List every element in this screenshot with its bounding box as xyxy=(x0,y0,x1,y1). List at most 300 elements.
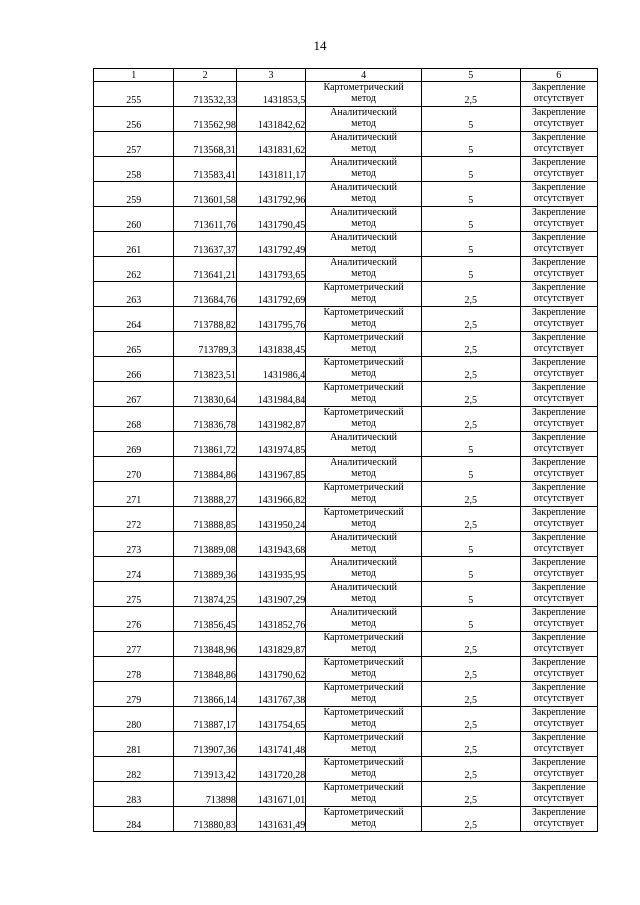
point-number-cell: 282 xyxy=(94,757,174,782)
fixing-text-line: отсутствует xyxy=(533,643,584,654)
fixing-text-line: Закрепление xyxy=(531,557,586,568)
point-number-cell: 268 xyxy=(94,407,174,432)
fixing-text-line: Закрепление xyxy=(531,182,586,193)
accuracy-cell: 5 xyxy=(421,207,520,232)
method-text-line: метод xyxy=(351,168,376,179)
x-coordinate-cell: 713789,3 xyxy=(174,332,236,357)
method-cell xyxy=(306,482,422,507)
y-coordinate-cell: 1431943,68 xyxy=(236,532,305,557)
method-cell xyxy=(306,82,422,107)
fixing-cell xyxy=(520,557,598,582)
x-coordinate-cell: 713848,86 xyxy=(174,657,236,682)
method-text-line: Картометрический xyxy=(323,507,404,518)
table-row xyxy=(94,732,598,757)
method-text-line: Аналитический xyxy=(330,432,398,443)
table-row xyxy=(94,682,598,707)
table-row xyxy=(94,532,598,557)
method-cell xyxy=(306,507,422,532)
fixing-text-line: отсутствует xyxy=(533,393,584,404)
fixing-text-line: отсутствует xyxy=(533,568,584,579)
y-coordinate-cell: 1431950,24 xyxy=(236,507,305,532)
fixing-text-line: Закрепление xyxy=(531,657,586,668)
accuracy-cell: 5 xyxy=(421,607,520,632)
fixing-text-line: отсутствует xyxy=(533,268,584,279)
point-number-cell: 259 xyxy=(94,182,174,207)
column-header-3: 3 xyxy=(236,69,305,82)
point-number-cell: 284 xyxy=(94,807,174,832)
x-coordinate-cell: 713856,45 xyxy=(174,607,236,632)
table-row xyxy=(94,707,598,732)
y-coordinate-cell: 1431790,62 xyxy=(236,657,305,682)
fixing-text-line: Закрепление xyxy=(531,307,586,318)
y-coordinate-cell: 1431792,69 xyxy=(236,282,305,307)
method-text-line: Картометрический xyxy=(323,357,404,368)
method-cell xyxy=(306,432,422,457)
method-text-line: Картометрический xyxy=(323,682,404,693)
fixing-cell xyxy=(520,382,598,407)
accuracy-cell: 5 xyxy=(421,132,520,157)
fixing-text-line: Закрепление xyxy=(531,382,586,393)
coordinates-table xyxy=(93,68,598,832)
accuracy-cell: 5 xyxy=(421,157,520,182)
fixing-text-line: Закрепление xyxy=(531,507,586,518)
x-coordinate-cell: 713637,37 xyxy=(174,232,236,257)
fixing-text-line: Закрепление xyxy=(531,732,586,743)
point-number-cell: 278 xyxy=(94,657,174,682)
accuracy-cell: 2,5 xyxy=(421,682,520,707)
fixing-text-line: отсутствует xyxy=(533,343,584,354)
accuracy-cell: 2,5 xyxy=(421,632,520,657)
accuracy-cell: 2,5 xyxy=(421,482,520,507)
y-coordinate-cell: 1431720,28 xyxy=(236,757,305,782)
x-coordinate-cell: 713848,96 xyxy=(174,632,236,657)
method-text-line: Аналитический xyxy=(330,157,398,168)
fixing-text-line: Закрепление xyxy=(531,332,586,343)
y-coordinate-cell: 1431741,48 xyxy=(236,732,305,757)
fixing-text-line: Закрепление xyxy=(531,357,586,368)
fixing-text-line: отсутствует xyxy=(533,543,584,554)
method-text-line: метод xyxy=(351,468,376,479)
column-header-4: 4 xyxy=(306,69,422,82)
table-row xyxy=(94,157,598,182)
fixing-text-line: Закрепление xyxy=(531,457,586,468)
fixing-text-line: отсутствует xyxy=(533,618,584,629)
fixing-text-line: отсутствует xyxy=(533,418,584,429)
fixing-cell xyxy=(520,357,598,382)
method-text-line: Картометрический xyxy=(323,807,404,818)
fixing-cell xyxy=(520,757,598,782)
fixing-text-line: отсутствует xyxy=(533,368,584,379)
point-number-cell: 256 xyxy=(94,107,174,132)
y-coordinate-cell: 1431982,87 xyxy=(236,407,305,432)
point-number-cell: 261 xyxy=(94,232,174,257)
fixing-text-line: Закрепление xyxy=(531,757,586,768)
method-cell xyxy=(306,582,422,607)
fixing-cell xyxy=(520,632,598,657)
accuracy-cell: 2,5 xyxy=(421,282,520,307)
x-coordinate-cell: 713788,82 xyxy=(174,307,236,332)
y-coordinate-cell: 1431792,49 xyxy=(236,232,305,257)
method-text-line: Картометрический xyxy=(323,757,404,768)
point-number-cell: 265 xyxy=(94,332,174,357)
method-cell xyxy=(306,632,422,657)
fixing-cell xyxy=(520,732,598,757)
point-number-cell: 269 xyxy=(94,432,174,457)
method-text-line: Картометрический xyxy=(323,307,404,318)
y-coordinate-cell: 1431790,45 xyxy=(236,207,305,232)
table-row xyxy=(94,282,598,307)
table-row xyxy=(94,182,598,207)
method-text-line: Картометрический xyxy=(323,82,404,93)
fixing-cell xyxy=(520,132,598,157)
fixing-text-line: отсутствует xyxy=(533,493,584,504)
y-coordinate-cell: 1431795,76 xyxy=(236,307,305,332)
column-header-5: 5 xyxy=(421,69,520,82)
method-text-line: метод xyxy=(351,218,376,229)
fixing-cell xyxy=(520,307,598,332)
fixing-text-line: отсутствует xyxy=(533,193,584,204)
table-body xyxy=(94,82,598,832)
point-number-cell: 267 xyxy=(94,382,174,407)
x-coordinate-cell: 713887,17 xyxy=(174,707,236,732)
method-text-line: Картометрический xyxy=(323,407,404,418)
point-number-cell: 275 xyxy=(94,582,174,607)
fixing-cell xyxy=(520,157,598,182)
fixing-cell xyxy=(520,82,598,107)
table-header xyxy=(94,69,598,82)
fixing-text-line: Закрепление xyxy=(531,782,586,793)
x-coordinate-cell: 713823,51 xyxy=(174,357,236,382)
method-text-line: метод xyxy=(351,118,376,129)
fixing-cell xyxy=(520,432,598,457)
fixing-cell xyxy=(520,532,598,557)
accuracy-cell: 2,5 xyxy=(421,307,520,332)
accuracy-cell: 5 xyxy=(421,182,520,207)
fixing-text-line: отсутствует xyxy=(533,743,584,754)
header-row xyxy=(94,69,598,82)
fixing-text-line: отсутствует xyxy=(533,693,584,704)
method-text-line: метод xyxy=(351,393,376,404)
method-cell xyxy=(306,232,422,257)
y-coordinate-cell: 1431853,5 xyxy=(236,82,305,107)
fixing-text-line: Закрепление xyxy=(531,632,586,643)
fixing-text-line: Закрепление xyxy=(531,482,586,493)
table-row xyxy=(94,232,598,257)
accuracy-cell: 2,5 xyxy=(421,757,520,782)
point-number-cell: 273 xyxy=(94,532,174,557)
y-coordinate-cell: 1431831,62 xyxy=(236,132,305,157)
x-coordinate-cell: 713874,25 xyxy=(174,582,236,607)
method-text-line: метод xyxy=(351,593,376,604)
accuracy-cell: 2,5 xyxy=(421,382,520,407)
fixing-text-line: отсутствует xyxy=(533,243,584,254)
fixing-text-line: Закрепление xyxy=(531,232,586,243)
y-coordinate-cell: 1431935,95 xyxy=(236,557,305,582)
method-text-line: Картометрический xyxy=(323,732,404,743)
accuracy-cell: 2,5 xyxy=(421,357,520,382)
method-text-line: Аналитический xyxy=(330,207,398,218)
fixing-cell xyxy=(520,182,598,207)
method-text-line: метод xyxy=(351,668,376,679)
method-cell xyxy=(306,257,422,282)
method-cell xyxy=(306,532,422,557)
y-coordinate-cell: 1431793,65 xyxy=(236,257,305,282)
fixing-text-line: Закрепление xyxy=(531,157,586,168)
table-row xyxy=(94,807,598,832)
y-coordinate-cell: 1431967,85 xyxy=(236,457,305,482)
method-cell xyxy=(306,732,422,757)
x-coordinate-cell: 713880,83 xyxy=(174,807,236,832)
accuracy-cell: 2,5 xyxy=(421,807,520,832)
x-coordinate-cell: 713898 xyxy=(174,782,236,807)
method-cell xyxy=(306,207,422,232)
fixing-text-line: Закрепление xyxy=(531,432,586,443)
accuracy-cell: 2,5 xyxy=(421,82,520,107)
point-number-cell: 263 xyxy=(94,282,174,307)
x-coordinate-cell: 713884,86 xyxy=(174,457,236,482)
method-cell xyxy=(306,607,422,632)
fixing-text-line: Закрепление xyxy=(531,707,586,718)
x-coordinate-cell: 713913,42 xyxy=(174,757,236,782)
fixing-text-line: Закрепление xyxy=(531,607,586,618)
method-text-line: метод xyxy=(351,143,376,154)
method-cell xyxy=(306,457,422,482)
y-coordinate-cell: 1431984,84 xyxy=(236,382,305,407)
method-text-line: Аналитический xyxy=(330,257,398,268)
accuracy-cell: 5 xyxy=(421,457,520,482)
method-text-line: Картометрический xyxy=(323,332,404,343)
y-coordinate-cell: 1431631,49 xyxy=(236,807,305,832)
method-text-line: Картометрический xyxy=(323,707,404,718)
table-row xyxy=(94,257,598,282)
point-number-cell: 279 xyxy=(94,682,174,707)
table-row xyxy=(94,382,598,407)
fixing-text-line: отсутствует xyxy=(533,293,584,304)
fixing-text-line: Закрепление xyxy=(531,807,586,818)
method-text-line: Аналитический xyxy=(330,457,398,468)
method-cell xyxy=(306,107,422,132)
fixing-text-line: Закрепление xyxy=(531,82,586,93)
x-coordinate-cell: 713568,31 xyxy=(174,132,236,157)
point-number-cell: 255 xyxy=(94,82,174,107)
method-text-line: Картометрический xyxy=(323,282,404,293)
method-text-line: Аналитический xyxy=(330,557,398,568)
method-text-line: Аналитический xyxy=(330,532,398,543)
fixing-text-line: отсутствует xyxy=(533,793,584,804)
method-cell xyxy=(306,807,422,832)
method-text-line: метод xyxy=(351,418,376,429)
table-row xyxy=(94,82,598,107)
method-text-line: метод xyxy=(351,93,376,104)
x-coordinate-cell: 713562,98 xyxy=(174,107,236,132)
method-cell xyxy=(306,557,422,582)
accuracy-cell: 5 xyxy=(421,257,520,282)
y-coordinate-cell: 1431842,62 xyxy=(236,107,305,132)
method-text-line: метод xyxy=(351,268,376,279)
method-text-line: метод xyxy=(351,343,376,354)
page-number: 14 xyxy=(313,38,327,53)
fixing-text-line: отсутствует xyxy=(533,318,584,329)
method-text-line: Аналитический xyxy=(330,582,398,593)
method-text-line: метод xyxy=(351,193,376,204)
column-header-6: 6 xyxy=(520,69,598,82)
method-cell xyxy=(306,382,422,407)
fixing-text-line: отсутствует xyxy=(533,468,584,479)
point-number-cell: 271 xyxy=(94,482,174,507)
fixing-cell xyxy=(520,582,598,607)
point-number-cell: 281 xyxy=(94,732,174,757)
method-text-line: метод xyxy=(351,693,376,704)
y-coordinate-cell: 1431767,38 xyxy=(236,682,305,707)
method-text-line: Картометрический xyxy=(323,657,404,668)
method-text-line: Аналитический xyxy=(330,132,398,143)
table-row xyxy=(94,482,598,507)
x-coordinate-cell: 713888,27 xyxy=(174,482,236,507)
fixing-text-line: Закрепление xyxy=(531,282,586,293)
y-coordinate-cell: 1431974,85 xyxy=(236,432,305,457)
x-coordinate-cell: 713601,58 xyxy=(174,182,236,207)
fixing-cell xyxy=(520,707,598,732)
accuracy-cell: 5 xyxy=(421,432,520,457)
point-number-cell: 258 xyxy=(94,157,174,182)
method-cell xyxy=(306,407,422,432)
fixing-cell xyxy=(520,107,598,132)
fixing-cell xyxy=(520,282,598,307)
x-coordinate-cell: 713611,76 xyxy=(174,207,236,232)
x-coordinate-cell: 713641,21 xyxy=(174,257,236,282)
method-cell xyxy=(306,757,422,782)
fixing-cell xyxy=(520,257,598,282)
y-coordinate-cell: 1431986,4 xyxy=(236,357,305,382)
table-row xyxy=(94,557,598,582)
fixing-text-line: отсутствует xyxy=(533,668,584,679)
method-cell xyxy=(306,132,422,157)
x-coordinate-cell: 713889,08 xyxy=(174,532,236,557)
x-coordinate-cell: 713684,76 xyxy=(174,282,236,307)
point-number-cell: 262 xyxy=(94,257,174,282)
accuracy-cell: 5 xyxy=(421,232,520,257)
fixing-text-line: Закрепление xyxy=(531,207,586,218)
accuracy-cell: 5 xyxy=(421,107,520,132)
x-coordinate-cell: 713830,64 xyxy=(174,382,236,407)
fixing-text-line: отсутствует xyxy=(533,718,584,729)
point-number-cell: 270 xyxy=(94,457,174,482)
method-cell xyxy=(306,707,422,732)
column-header-2: 2 xyxy=(174,69,236,82)
point-number-cell: 260 xyxy=(94,207,174,232)
fixing-text-line: Закрепление xyxy=(531,532,586,543)
method-text-line: метод xyxy=(351,743,376,754)
y-coordinate-cell: 1431811,17 xyxy=(236,157,305,182)
x-coordinate-cell: 713889,36 xyxy=(174,557,236,582)
table-row xyxy=(94,432,598,457)
fixing-cell xyxy=(520,232,598,257)
method-cell xyxy=(306,307,422,332)
y-coordinate-cell: 1431829,87 xyxy=(236,632,305,657)
accuracy-cell: 2,5 xyxy=(421,657,520,682)
accuracy-cell: 2,5 xyxy=(421,407,520,432)
table-row xyxy=(94,632,598,657)
table-row xyxy=(94,507,598,532)
x-coordinate-cell: 713532,33 xyxy=(174,82,236,107)
y-coordinate-cell: 1431838,45 xyxy=(236,332,305,357)
table-row xyxy=(94,357,598,382)
fixing-text-line: отсутствует xyxy=(533,93,584,104)
point-number-cell: 266 xyxy=(94,357,174,382)
method-text-line: метод xyxy=(351,643,376,654)
accuracy-cell: 2,5 xyxy=(421,507,520,532)
column-header-1: 1 xyxy=(94,69,174,82)
point-number-cell: 276 xyxy=(94,607,174,632)
x-coordinate-cell: 713836,78 xyxy=(174,407,236,432)
method-text-line: Аналитический xyxy=(330,107,398,118)
accuracy-cell: 2,5 xyxy=(421,707,520,732)
method-text-line: Картометрический xyxy=(323,382,404,393)
fixing-text-line: отсутствует xyxy=(533,518,584,529)
fixing-cell xyxy=(520,407,598,432)
fixing-text-line: Закрепление xyxy=(531,107,586,118)
fixing-text-line: отсутствует xyxy=(533,118,584,129)
fixing-text-line: отсутствует xyxy=(533,818,584,829)
point-number-cell: 277 xyxy=(94,632,174,657)
fixing-cell xyxy=(520,507,598,532)
method-text-line: метод xyxy=(351,793,376,804)
fixing-text-line: Закрепление xyxy=(531,257,586,268)
y-coordinate-cell: 1431754,65 xyxy=(236,707,305,732)
table-row xyxy=(94,657,598,682)
point-number-cell: 264 xyxy=(94,307,174,332)
fixing-cell xyxy=(520,782,598,807)
accuracy-cell: 2,5 xyxy=(421,732,520,757)
x-coordinate-cell: 713866,14 xyxy=(174,682,236,707)
fixing-text-line: Закрепление xyxy=(531,582,586,593)
method-text-line: Картометрический xyxy=(323,782,404,793)
accuracy-cell: 2,5 xyxy=(421,782,520,807)
method-text-line: метод xyxy=(351,368,376,379)
method-text-line: метод xyxy=(351,443,376,454)
method-cell xyxy=(306,657,422,682)
method-text-line: метод xyxy=(351,568,376,579)
method-cell xyxy=(306,782,422,807)
table-row xyxy=(94,607,598,632)
table-row xyxy=(94,132,598,157)
fixing-text-line: Закрепление xyxy=(531,407,586,418)
fixing-cell xyxy=(520,457,598,482)
accuracy-cell: 5 xyxy=(421,582,520,607)
fixing-cell xyxy=(520,607,598,632)
table-row xyxy=(94,457,598,482)
method-text-line: метод xyxy=(351,493,376,504)
method-text-line: Картометрический xyxy=(323,632,404,643)
table-row xyxy=(94,332,598,357)
method-text-line: метод xyxy=(351,618,376,629)
x-coordinate-cell: 713861,72 xyxy=(174,432,236,457)
method-cell xyxy=(306,332,422,357)
x-coordinate-cell: 713888,85 xyxy=(174,507,236,532)
table-row xyxy=(94,582,598,607)
fixing-text-line: Закрепление xyxy=(531,682,586,693)
accuracy-cell: 5 xyxy=(421,557,520,582)
method-text-line: метод xyxy=(351,718,376,729)
method-cell xyxy=(306,282,422,307)
fixing-cell xyxy=(520,207,598,232)
fixing-cell xyxy=(520,482,598,507)
point-number-cell: 283 xyxy=(94,782,174,807)
y-coordinate-cell: 1431907,29 xyxy=(236,582,305,607)
method-cell xyxy=(306,357,422,382)
point-number-cell: 280 xyxy=(94,707,174,732)
point-number-cell: 257 xyxy=(94,132,174,157)
